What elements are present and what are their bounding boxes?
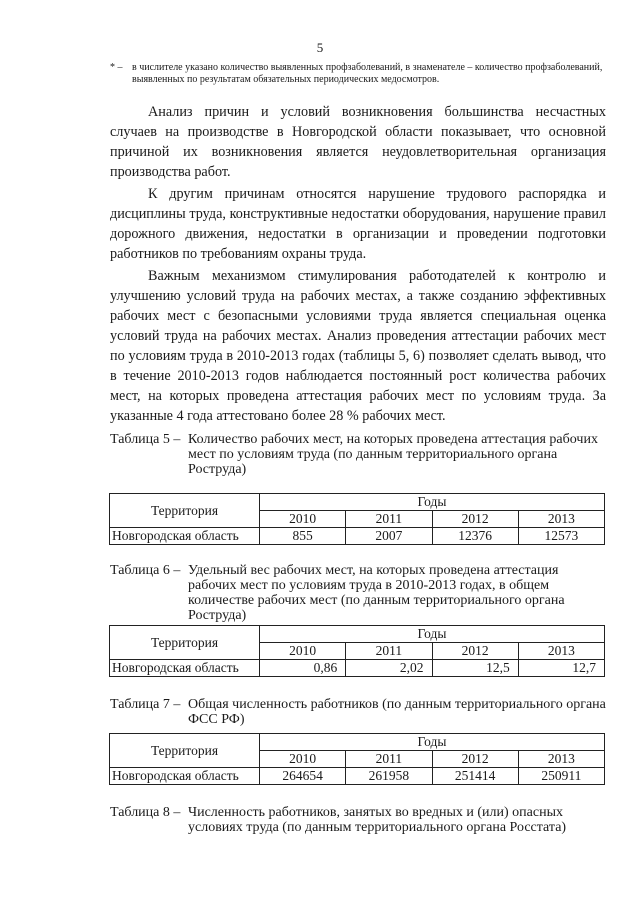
year-cell: 2013 — [518, 751, 604, 768]
value-cell: 2007 — [346, 528, 432, 545]
year-cell: 2011 — [346, 643, 432, 660]
table-5-label: Таблица 5 – — [110, 432, 181, 447]
footnote-text: в числителе указано количество выявленных профзаболеваний, в знаменателе – количество профзаболеваний, выявленных по результатам обязательных периодических медосмотров. — [132, 62, 603, 85]
year-cell: 2012 — [432, 643, 518, 660]
table-row — [110, 528, 605, 545]
table-8-caption-text: Численность работников, занятых во вредных и (или) опасных условиях труда (по данным территориального органа Росстата) — [188, 805, 567, 835]
paragraph-1: Анализ причин и условий возникновения большинства несчастных случаев на производстве в Новгородской области показывает, что основной причиной их возникновения является неудовлетворительная организация производства работ. — [110, 104, 606, 180]
footnote — [110, 62, 605, 86]
value-cell: 251414 — [432, 768, 518, 785]
region-cell: Новгородская область — [110, 660, 260, 677]
table-header-row — [110, 734, 605, 751]
table-row — [110, 768, 605, 785]
year-cell: 2010 — [260, 511, 346, 528]
year-cell: 2010 — [260, 643, 346, 660]
table-7 — [109, 733, 605, 785]
footnote-mark: * – — [110, 62, 123, 73]
value-cell: 12573 — [518, 528, 604, 545]
year-cell: 2013 — [518, 643, 604, 660]
table-5-caption — [110, 432, 610, 477]
territory-header: Территория — [110, 734, 260, 768]
table-7-caption-text: Общая численность работников (по данным территориального органа ФСС РФ) — [188, 697, 606, 727]
value-cell: 2,02 — [346, 660, 432, 677]
years-header: Годы — [260, 734, 605, 751]
paragraph-3: Важным механизмом стимулирования работодателей к контролю и улучшению условий труда на рабочих местах, а также созданию эффективных рабочих мест с безопасными условиями труда является специальная оценка условий труда на рабочих местах. Анализ проведения аттестации рабочих мест по условиям труда в 2010-2013 годах (таблицы 5, 6) позволяет сделать вывод, что в течение 2010-2013 годов наблюдается постоянный рост количества рабочих мест, на которых проведена аттестация рабочих мест по условиям труда. За указанные 4 года аттестовано более 28 % рабочих мест. — [110, 268, 606, 424]
year-cell: 2011 — [346, 751, 432, 768]
table-header-row — [110, 626, 605, 643]
year-cell: 2013 — [518, 511, 604, 528]
value-cell: 12,5 — [432, 660, 518, 677]
page-number: 5 — [316, 40, 324, 55]
region-cell: Новгородская область — [110, 528, 260, 545]
table-5 — [109, 493, 605, 545]
territory-header: Территория — [110, 626, 260, 660]
table-header-row — [110, 494, 605, 511]
value-cell: 250911 — [518, 768, 604, 785]
table-8-label: Таблица 8 – — [110, 805, 181, 820]
value-cell: 12376 — [432, 528, 518, 545]
years-header: Годы — [260, 494, 605, 511]
year-cell: 2012 — [432, 751, 518, 768]
value-cell: 264654 — [260, 768, 346, 785]
year-cell: 2012 — [432, 511, 518, 528]
year-cell: 2011 — [346, 511, 432, 528]
table-7-label: Таблица 7 – — [110, 697, 181, 712]
value-cell: 12,7 — [518, 660, 604, 677]
table-8-caption — [110, 805, 610, 835]
table-7-caption — [110, 697, 610, 727]
year-cell: 2010 — [260, 751, 346, 768]
years-header: Годы — [260, 626, 605, 643]
table-6 — [109, 625, 605, 677]
table-6-caption — [110, 563, 610, 623]
paragraph-2: К другим причинам относятся нарушение трудового распорядка и дисциплины труда, конструктивные недостатки оборудования, нарушение правил дорожного движения, недостатки в организации и проведении подготовки работников по требованиям охраны труда. — [110, 186, 606, 262]
region-cell: Новгородская область — [110, 768, 260, 785]
territory-header: Территория — [110, 494, 260, 528]
value-cell: 0,86 — [260, 660, 346, 677]
value-cell: 261958 — [346, 768, 432, 785]
table-5-caption-text: Количество рабочих мест, на которых проведена аттестация рабочих мест по условиям труда (по данным территориального органа Роструда) — [188, 432, 598, 477]
table-row — [110, 660, 605, 677]
table-6-label: Таблица 6 – — [110, 563, 181, 578]
value-cell: 855 — [260, 528, 346, 545]
table-6-caption-text: Удельный вес рабочих мест, на которых проведена аттестация рабочих мест по условиям труда в 2010-2013 годах, в общем количестве рабочих мест (по данным территориального органа Роструда) — [188, 563, 565, 623]
